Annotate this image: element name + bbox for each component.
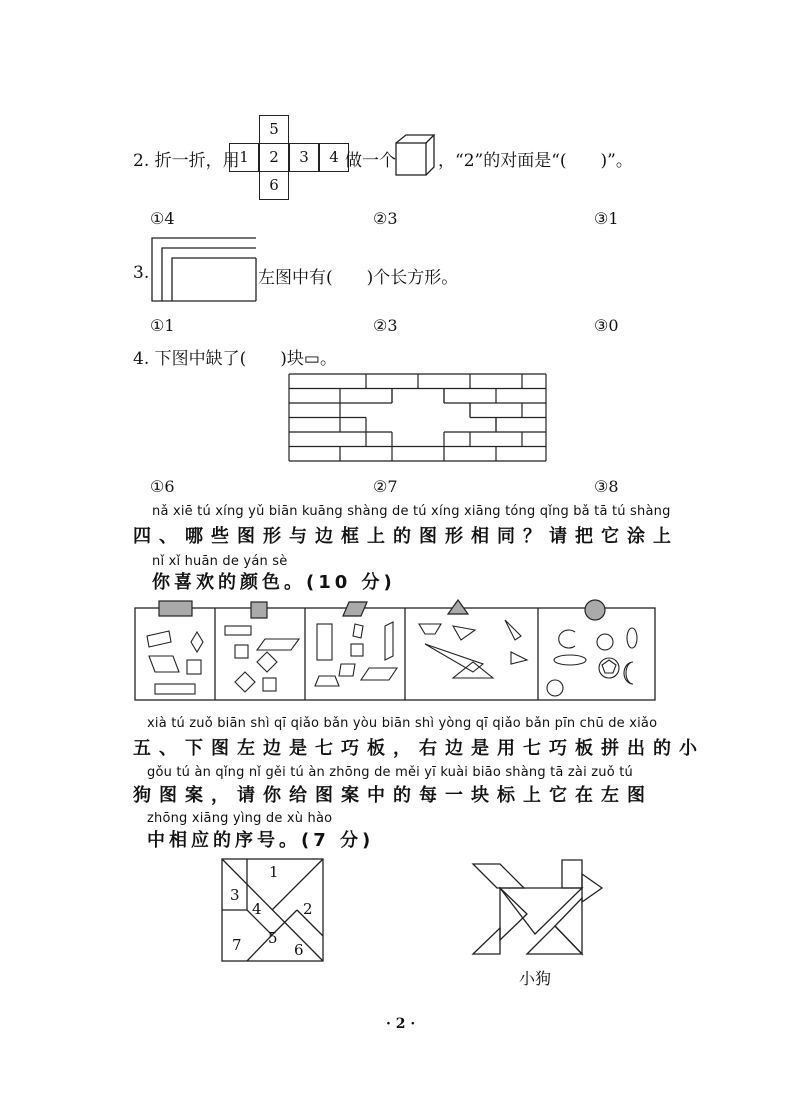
sec4-pinyin-1: nǎ xiē tú xíng yǔ biān kuāng shàng de tú xíng xiāng tóng qǐng bǎ tā tú shàng [152,504,671,519]
net-cell-far-right: 4 [319,143,349,172]
q3-number: 3. [133,263,150,283]
q3-option-1: ①1 [150,316,175,335]
tangram-label-5: 5 [268,929,278,947]
q2-option-3: ③1 [594,209,619,228]
sec4-heading-line-2: 你喜欢的颜色。(10 分) [152,572,396,593]
net-cell-bottom: 6 [259,171,289,200]
panel-circle [547,600,637,696]
q4-option-1: ①6 [150,477,175,496]
sec5-pinyin-1: xià tú zuǒ biān shì qī qiǎo bǎn yòu biān shì yòng qī qiǎo bǎn pīn chū de xiǎo [147,716,658,731]
tangram-label-6: 6 [294,941,304,959]
sec5-pinyin-2: gǒu tú àn qǐng nǐ gěi tú àn zhōng de měi yī kuài biāo shàng tā zài zuǒ tú [147,765,633,780]
q4-option-2: ②7 [373,477,398,496]
panel-rectangle [147,601,203,694]
nested-rectangles-figure [150,236,260,304]
q4-text: 4. 下图中缺了( )块▭。 [133,349,337,369]
q3-text: 左图中有( )个长方形。 [258,268,459,288]
sec4-pinyin-2: nǐ xǐ huān de yán sè [152,554,288,569]
net-cell-right: 3 [289,143,319,172]
net-cell-top: 5 [259,115,289,144]
q2-option-1: ①4 [150,209,175,228]
net-cell-left: 1 [229,143,259,172]
net-cell-center: 2 [259,143,289,172]
sec4-heading-line-1: 四、哪些图形与边框上的图形相同？请把它涂上 [133,526,679,547]
q3-option-3: ③0 [594,316,619,335]
tangram-label-7: 7 [232,936,242,954]
panel-triangle [419,600,527,678]
sec5-heading-line-2: 狗图案，请你给图案中的每一块标上它在左图 [133,785,653,806]
q2-suffix: ，“2”的对面是“( )”。 [438,151,633,171]
tangram-label-4: 4 [252,900,262,918]
panel-square [225,602,299,692]
tangram-dog-figure [470,858,606,958]
sec5-heading-line-3: 中相应的序号。(7 分) [147,830,375,851]
tangram-label-2: 2 [303,900,313,918]
tangram-label-3: 3 [230,886,240,904]
page-number: · 2 · [386,1016,416,1032]
cube-drawing [394,133,436,179]
q2-middle: 做一个 [345,151,396,171]
q3-option-2: ②3 [373,316,398,335]
sec5-pinyin-3: zhōng xiāng yìng de xù hào [147,811,333,826]
q2-prefix: 2. 折一折，用 [133,151,240,171]
tangram-label-1: 1 [269,863,279,881]
shape-matching-panels [135,598,657,702]
q2-option-2: ②3 [373,209,398,228]
sec5-heading-line-1: 五、下图左边是七巧板，右边是用七巧板拼出的小 [133,738,705,759]
q4-option-3: ③8 [594,477,619,496]
dog-caption: 小狗 [519,969,552,988]
panel-parallelogram [315,602,397,686]
brick-wall-figure [288,373,548,463]
